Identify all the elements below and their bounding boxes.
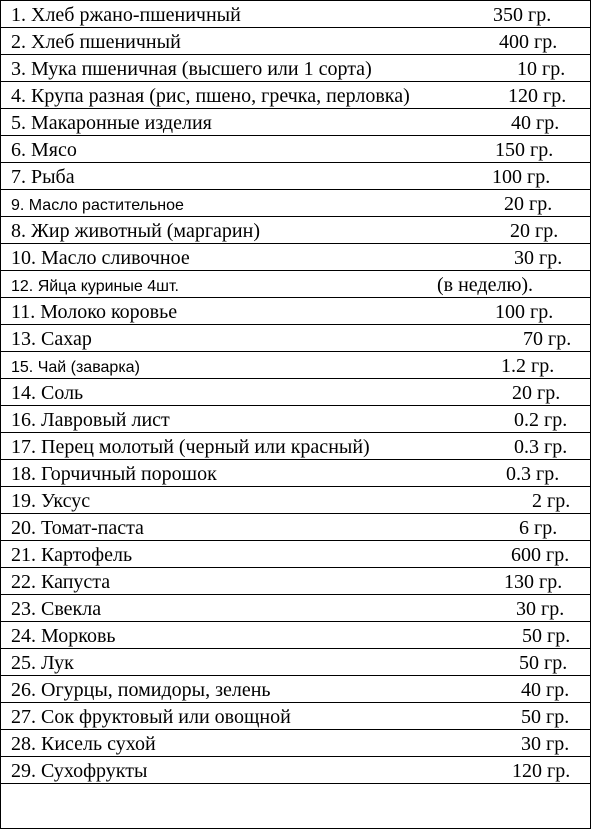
table-row bbox=[1, 595, 590, 622]
item-amount: 40 гр. bbox=[521, 679, 570, 701]
item-name: 16. Лавровый лист bbox=[11, 409, 170, 431]
table-row bbox=[1, 379, 590, 406]
item-amount: 120 гр. bbox=[508, 85, 567, 107]
table-row bbox=[1, 757, 590, 784]
table-row bbox=[1, 730, 590, 757]
item-name: 12. Яйца куриные 4шт. bbox=[11, 278, 179, 295]
table-row bbox=[1, 676, 590, 703]
table-row bbox=[1, 541, 590, 568]
table-row bbox=[1, 568, 590, 595]
table-row bbox=[1, 163, 590, 190]
table-row bbox=[1, 271, 590, 298]
item-name: 19. Уксус bbox=[11, 490, 91, 512]
item-name: 4. Крупа разная (рис, пшено, гречка, перловка) bbox=[11, 85, 410, 107]
item-name: 26. Огурцы, помидоры, зелень bbox=[11, 679, 271, 701]
item-name: 5. Макаронные изделия bbox=[11, 112, 212, 134]
item-amount: (в неделю). bbox=[437, 274, 534, 296]
table-row bbox=[1, 28, 590, 55]
item-name: 7. Рыба bbox=[11, 166, 75, 188]
item-name: 10. Масло сливочное bbox=[11, 247, 190, 269]
table-row bbox=[1, 244, 590, 271]
table-row bbox=[1, 136, 590, 163]
table-row bbox=[1, 514, 590, 541]
table-row bbox=[1, 82, 590, 109]
table-row bbox=[1, 487, 590, 514]
item-amount: 0.3 гр. bbox=[514, 436, 568, 458]
item-name: 23. Свекла bbox=[11, 598, 102, 620]
item-amount: 1.2 гр. bbox=[501, 355, 555, 377]
table-row bbox=[1, 217, 590, 244]
item-name: 14. Соль bbox=[11, 382, 84, 404]
table-row bbox=[1, 352, 590, 379]
item-name: 18. Горчичный порошок bbox=[11, 463, 217, 485]
item-amount: 40 гр. bbox=[511, 112, 560, 134]
item-amount: 100 гр. bbox=[492, 166, 551, 188]
item-amount: 20 гр. bbox=[512, 382, 561, 404]
item-amount: 120 гр. bbox=[512, 760, 571, 782]
table-row bbox=[1, 433, 590, 460]
item-amount: 50 гр. bbox=[521, 706, 570, 728]
table-row bbox=[1, 109, 590, 136]
item-amount: 0.3 гр. bbox=[506, 463, 560, 485]
table-row bbox=[1, 649, 590, 676]
item-amount: 70 гр. bbox=[523, 328, 572, 350]
item-name: 21. Картофель bbox=[11, 544, 133, 566]
item-amount: 30 гр. bbox=[516, 598, 565, 620]
item-name: 22. Капуста bbox=[11, 571, 111, 593]
item-amount: 150 гр. bbox=[495, 139, 554, 161]
table-row bbox=[1, 406, 590, 433]
table-row bbox=[1, 55, 590, 82]
item-name: 20. Томат-паста bbox=[11, 517, 144, 539]
item-name: 15. Чай (заварка) bbox=[11, 359, 140, 376]
item-name: 17. Перец молотый (черный или красный) bbox=[11, 436, 370, 458]
item-amount: 0.2 гр. bbox=[514, 409, 568, 431]
item-name: 9. Масло растительное bbox=[11, 197, 184, 214]
item-amount: 20 гр. bbox=[510, 220, 559, 242]
item-name: 2. Хлеб пшеничный bbox=[11, 31, 181, 53]
item-amount: 50 гр. bbox=[519, 652, 568, 674]
item-name: 1. Хлеб ржано-пшеничный bbox=[11, 4, 241, 26]
item-amount: 30 гр. bbox=[521, 733, 570, 755]
table-row bbox=[1, 1, 590, 28]
table-row bbox=[1, 325, 590, 352]
item-amount: 600 гр. bbox=[511, 544, 570, 566]
table-row bbox=[1, 298, 590, 325]
item-amount: 6 гр. bbox=[519, 517, 558, 539]
item-name: 24. Морковь bbox=[11, 625, 116, 647]
item-amount: 20 гр. bbox=[504, 193, 553, 215]
item-amount: 30 гр. bbox=[514, 247, 563, 269]
table-row bbox=[1, 703, 590, 730]
item-name: 13. Сахар bbox=[11, 328, 92, 350]
table-row bbox=[1, 190, 590, 217]
table-row bbox=[1, 460, 590, 487]
table-row bbox=[1, 622, 590, 649]
item-amount: 2 гр. bbox=[532, 490, 571, 512]
item-name: 29. Сухофрукты bbox=[11, 760, 148, 782]
item-amount: 130 гр. bbox=[504, 571, 563, 593]
item-name: 6. Мясо bbox=[11, 139, 77, 161]
item-name: 28. Кисель сухой bbox=[11, 733, 156, 755]
item-amount: 400 гр. bbox=[499, 31, 558, 53]
item-amount: 350 гр. bbox=[493, 4, 552, 26]
item-name: 27. Сок фруктовый или овощной bbox=[11, 706, 291, 728]
item-name: 3. Мука пшеничная (высшего или 1 сорта) bbox=[11, 58, 372, 80]
item-amount: 100 гр. bbox=[495, 301, 554, 323]
item-amount: 10 гр. bbox=[517, 58, 566, 80]
item-name: 8. Жир животный (маргарин) bbox=[11, 220, 260, 242]
item-name: 25. Лук bbox=[11, 652, 74, 674]
item-amount: 50 гр. bbox=[522, 625, 571, 647]
empty-row bbox=[1, 784, 590, 839]
item-name: 11. Молоко коровье bbox=[11, 301, 178, 323]
